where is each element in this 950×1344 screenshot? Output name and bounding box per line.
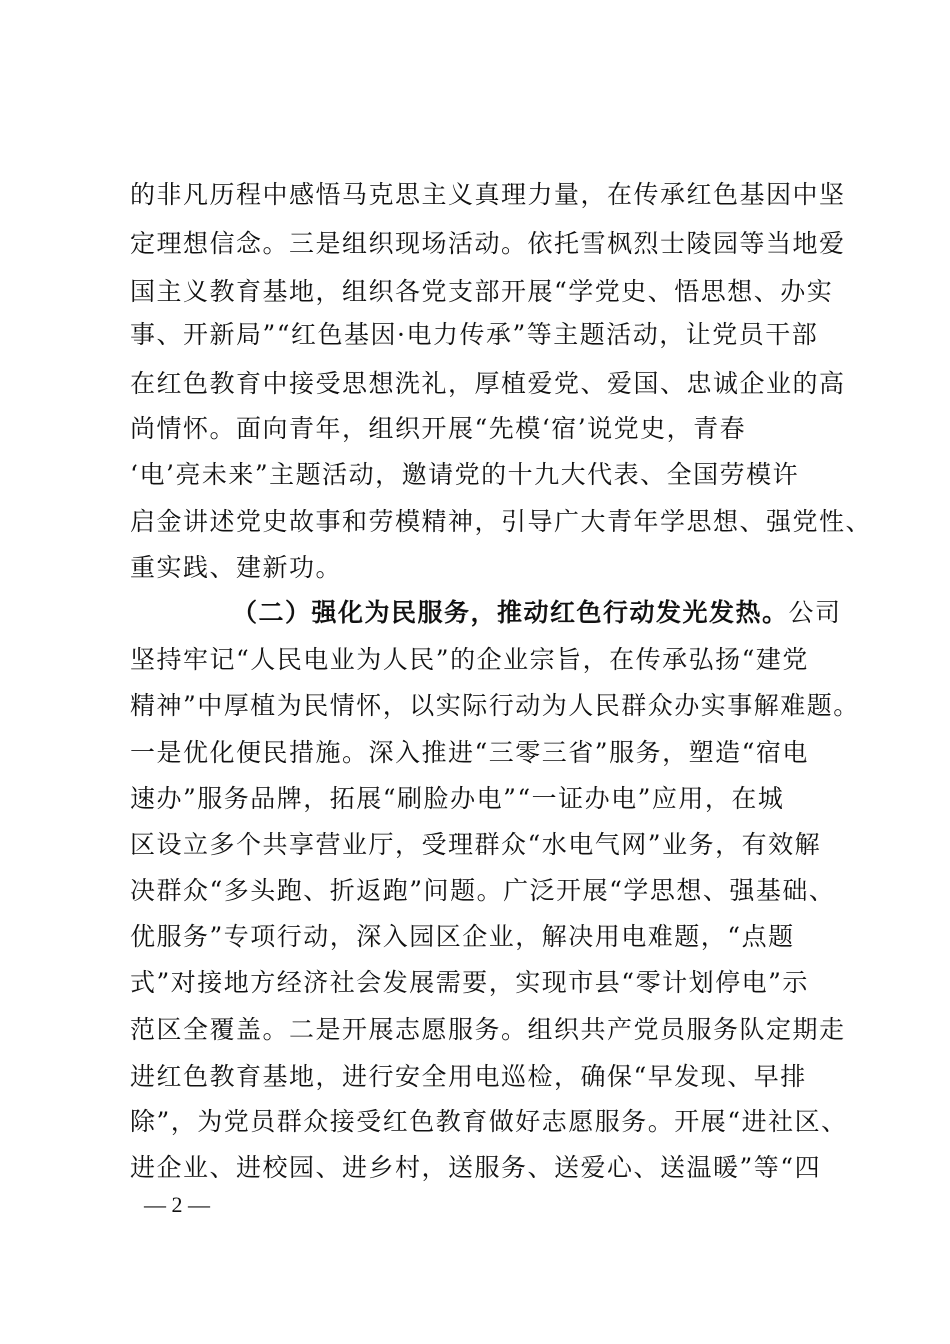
body-line: 事、开新局”“红色基因·电力传承”等主题活动，让党员干部 bbox=[130, 320, 819, 349]
body-line: 式”对接地方经济社会发展需要，实现市县“零计划停电”示 bbox=[130, 968, 809, 997]
body-line: 决群众“多头跑、折返跑”问题。广泛开展“学思想、强基础、 bbox=[130, 876, 836, 905]
body-line: 范区全覆盖。二是开展志愿服务。组织共产党员服务队定期走 bbox=[130, 1015, 846, 1044]
body-line: ‘电’亮未来”主题活动，邀请党的十九大代表、全国劳模许 bbox=[130, 460, 800, 489]
body-line: 在红色教育中接受思想洗礼，厚植爱党、爱国、忠诚企业的高 bbox=[130, 369, 846, 398]
body-line: 坚持牢记“人民电业为人民”的企业宗旨，在传承弘扬“建党 bbox=[130, 645, 809, 674]
body-line: 进红色教育基地，进行安全用电巡检，确保“早发现、早排 bbox=[130, 1062, 807, 1091]
body-line: 除”，为党员群众接受红色教育做好志愿服务。开展“进社区、 bbox=[130, 1107, 848, 1136]
body-line: 精神”中厚植为民情怀，以实际行动为人民群众办实事解难题。 bbox=[130, 691, 860, 720]
body-line: 定理想信念。三是组织现场活动。依托雪枫烈士陵园等当地爱 bbox=[130, 229, 846, 258]
body-line: 重实践、建新功。 bbox=[130, 553, 343, 582]
body-line: 速办”服务品牌，拓展“刷脸办电”“一证办电”应用，在城 bbox=[130, 784, 785, 813]
body-line: 启金讲述党史故事和劳模精神，引导广大青年学思想、强党性、 bbox=[130, 507, 873, 536]
body-line: 进企业、进校园、进乡村，送服务、送爱心、送温暖”等“四 bbox=[130, 1153, 822, 1182]
body-line: 尚情怀。面向青年，组织开展“先模‘宿’说党史，青春 bbox=[130, 414, 747, 443]
body-line: 一是优化便民措施。深入推进“三零三省”服务，塑造“宿电 bbox=[130, 738, 809, 767]
body-line: 优服务”专项行动，深入园区企业，解决用电难题，“点题 bbox=[130, 922, 795, 951]
section-heading-tail: 公司 bbox=[788, 598, 842, 627]
page-number: — 2 — bbox=[144, 1192, 210, 1217]
body-line: 的非凡历程中感悟马克思主义真理力量，在传承红色基因中坚 bbox=[130, 180, 846, 209]
body-line: 区设立多个共享营业厅，受理群众“水电气网”业务，有效解 bbox=[130, 830, 822, 859]
section-heading-line bbox=[232, 596, 842, 630]
section-heading: （二）强化为民服务，推动红色行动发光发热。 bbox=[232, 598, 789, 627]
body-line: 国主义教育基地，组织各党支部开展“学党史、悟思想、办实 bbox=[130, 277, 834, 306]
